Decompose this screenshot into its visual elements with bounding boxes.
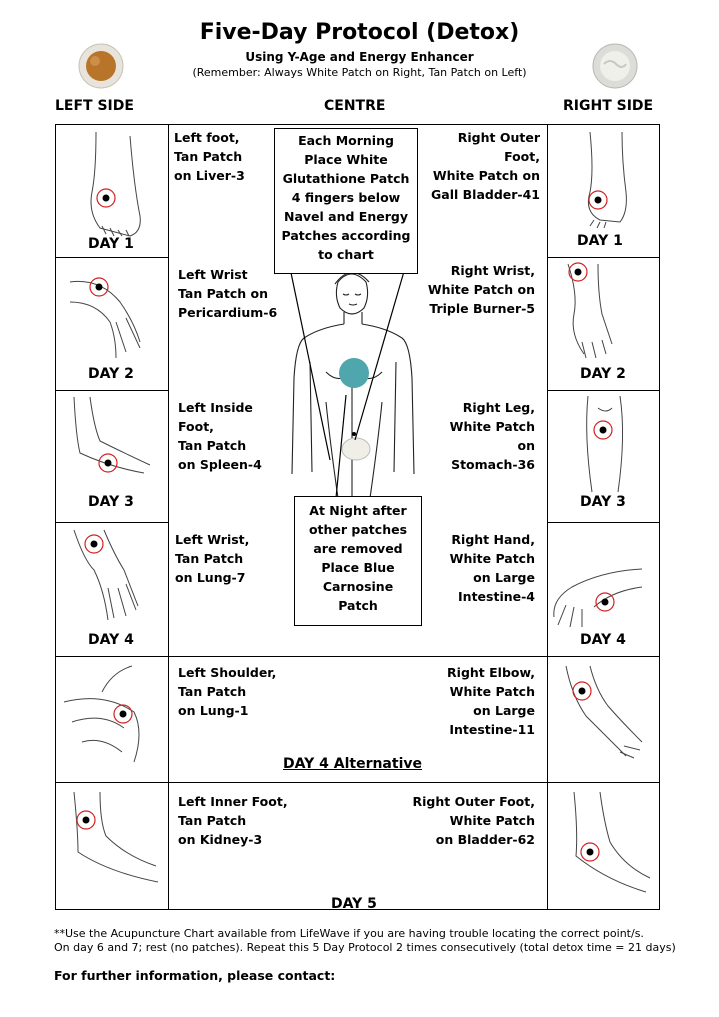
- left-inner-foot-kd3-sketch: [64, 790, 164, 900]
- contact-line: For further information, please contact:: [54, 968, 336, 983]
- right-side-heading: RIGHT SIDE: [563, 98, 654, 114]
- left-inside-foot-sp4-sketch: [64, 395, 164, 485]
- day5-right-instruction: Right Outer Foot, White Patch on Bladder-62: [412, 794, 535, 847]
- right-outer-foot-gb41-sketch: [570, 130, 650, 230]
- footer-note: **Use the Acupuncture Chart available from LifeWave if you are having trouble locating the correct point/s. On day 6 and 7; rest (no patches). Repeat this 5 Day Protocol 2 times consecutively (total detox time = 21 days): [54, 927, 676, 954]
- day3-left-instruction: Left Inside Foot, Tan Patch on Spleen-4: [178, 400, 262, 472]
- right-leg-st36-sketch: [578, 394, 638, 494]
- day4-alternative-label: DAY 4 Alternative: [283, 756, 422, 772]
- left-side-heading: LEFT SIDE: [55, 98, 134, 114]
- centre-heading: CENTRE: [324, 98, 386, 114]
- day3-right-instruction: Right Leg, White Patch on Stomach-36: [449, 400, 535, 472]
- day3-right-label: DAY 3: [580, 494, 626, 510]
- day5-label: DAY 5: [331, 896, 377, 912]
- day4alt-right-instruction: Right Elbow, White Patch on Large Intestine-11: [447, 665, 535, 737]
- day2-left-label: DAY 2: [88, 366, 134, 382]
- day4-right-instruction: Right Hand, White Patch on Large Intestine-4: [449, 532, 535, 604]
- day4-right-label: DAY 4: [580, 632, 626, 648]
- day4-left-label: DAY 4: [88, 632, 134, 648]
- night-instruction-bubble: At Night after other patches are removed Place Blue Carnosine Patch: [294, 496, 422, 626]
- page-subtitle: Using Y-Age and Energy Enhancer: [245, 50, 474, 64]
- day2-right-instruction: Right Wrist, White Patch on Triple Burner-5: [427, 263, 535, 316]
- right-hand-li4-sketch: [546, 565, 646, 635]
- left-wrist-lu7-sketch: [64, 528, 154, 628]
- day3-left-label: DAY 3: [88, 494, 134, 510]
- right-outer-foot-bl62-sketch: [570, 790, 660, 900]
- morning-instruction-bubble: Each Morning Place White Glutathione Patch 4 fingers below Navel and Energy Patches according to chart: [274, 128, 418, 274]
- left-shoulder-lu1-sketch: [62, 662, 162, 772]
- left-wrist-pc6-sketch: [68, 262, 158, 362]
- day5-left-instruction: Left Inner Foot, Tan Patch on Kidney-3: [178, 794, 288, 847]
- day1-right-instruction: Right Outer Foot, White Patch on Gall Bladder-41: [431, 130, 540, 202]
- right-elbow-li11-sketch: [560, 662, 650, 772]
- day1-left-instruction: Left foot, Tan Patch on Liver-3: [174, 130, 245, 183]
- remember-note: (Remember: Always White Patch on Right, Tan Patch on Left): [192, 66, 527, 79]
- day1-left-label: DAY 1: [88, 236, 134, 252]
- left-foot-liver3-sketch: [76, 130, 156, 240]
- day2-right-label: DAY 2: [580, 366, 626, 382]
- right-wrist-tb5-sketch: [562, 262, 652, 362]
- day4alt-left-instruction: Left Shoulder, Tan Patch on Lung-1: [178, 665, 277, 718]
- page-title: Five-Day Protocol (Detox): [199, 20, 520, 45]
- day2-left-instruction: Left Wrist Tan Patch on Pericardium-6: [178, 267, 278, 320]
- day4-left-instruction: Left Wrist, Tan Patch on Lung-7: [175, 532, 250, 585]
- day1-right-label: DAY 1: [577, 233, 623, 249]
